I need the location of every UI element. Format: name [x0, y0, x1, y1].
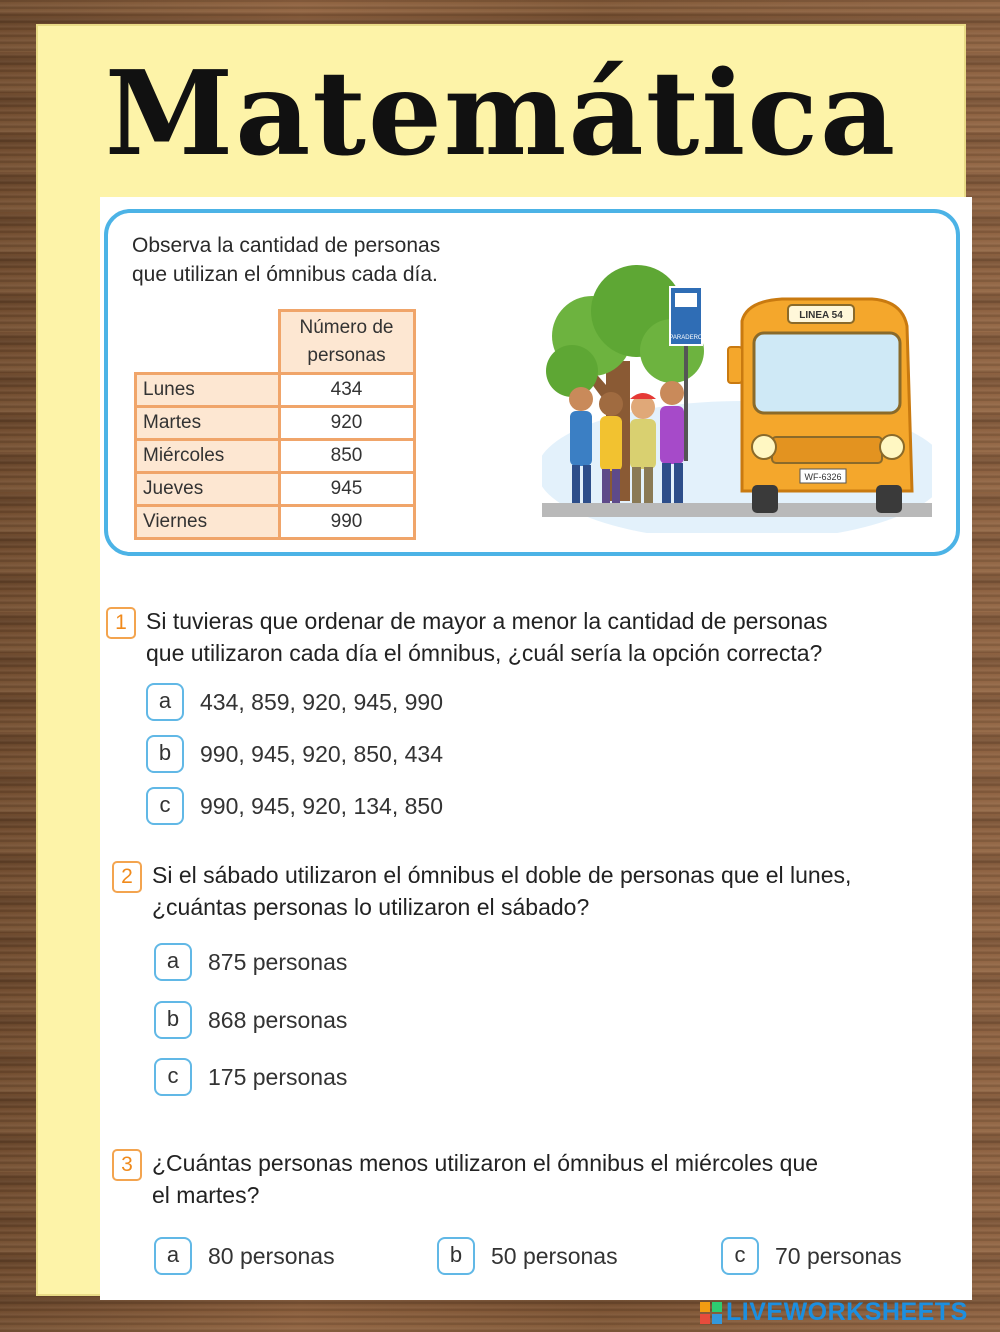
option-text: 70 personas: [775, 1243, 902, 1269]
table-header-line-1: Número de: [299, 317, 394, 338]
intro-line-2: que utilizan el ómnibus cada día.: [132, 263, 438, 286]
option-letter-badge: a: [146, 683, 184, 721]
table-day: Martes: [136, 407, 280, 440]
question-text: [146, 605, 827, 669]
option-letter-badge: b: [146, 735, 184, 773]
road: [542, 503, 932, 517]
question-line-1: Si el sábado utilizaron el ómnibus el doble de personas que el lunes,: [152, 862, 852, 888]
question-line-2: que utilizaron cada día el ómnibus, ¿cuál sería la opción correcta?: [146, 640, 823, 666]
table-value: 920: [279, 407, 414, 440]
answer-option-b[interactable]: [437, 1237, 667, 1275]
answer-option-b[interactable]: [146, 735, 466, 773]
table-value: 990: [279, 506, 414, 539]
table-day: Lunes: [136, 374, 280, 407]
worksheet-content: [100, 197, 972, 1300]
question-text: [152, 1147, 818, 1211]
bus-route-label: LINEA 54: [799, 310, 843, 321]
bus-icon: [728, 299, 912, 513]
option-letter-badge: b: [437, 1237, 475, 1275]
option-letter-badge: c: [721, 1237, 759, 1275]
answer-option-c[interactable]: [154, 1058, 414, 1096]
option-text: 434, 859, 920, 945, 990: [200, 689, 443, 715]
table-value: 434: [279, 374, 414, 407]
table-row: [136, 473, 415, 506]
table-row: [136, 407, 415, 440]
table-day: Viernes: [136, 506, 280, 539]
question-line-2: el martes?: [152, 1182, 260, 1208]
question-3: [112, 1147, 972, 1287]
question-number: 1: [106, 607, 136, 639]
question-1: [106, 605, 966, 835]
table-value: 850: [279, 440, 414, 473]
option-text: 80 personas: [208, 1243, 335, 1269]
option-letter-badge: a: [154, 943, 192, 981]
option-letter-badge: b: [154, 1001, 192, 1039]
stop-sign-label: PARADERO: [669, 335, 703, 341]
table-header: [279, 311, 414, 374]
table-header-row: [136, 311, 415, 374]
option-letter-badge: c: [146, 787, 184, 825]
option-text: 875 personas: [208, 949, 348, 975]
table-day: Miércoles: [136, 440, 280, 473]
table-row: [136, 374, 415, 407]
page-title: Matemática: [104, 46, 898, 182]
option-text: 868 personas: [208, 1007, 348, 1033]
question-text: [152, 859, 851, 923]
passengers-table: [134, 309, 416, 540]
table-day: Jueves: [136, 473, 280, 506]
answer-option-c[interactable]: [721, 1237, 951, 1275]
answer-option-a[interactable]: [154, 1237, 384, 1275]
table-value: 945: [279, 473, 414, 506]
answer-option-b[interactable]: [154, 1001, 414, 1039]
liveworksheets-logo-icon: [700, 1302, 722, 1324]
option-letter-badge: a: [154, 1237, 192, 1275]
intro-line-1: Observa la cantidad de personas: [132, 234, 441, 257]
worksheet-card: [36, 24, 966, 1296]
watermark-text: LIVEWORKSHEETS: [726, 1298, 968, 1326]
question-number: 3: [112, 1149, 142, 1181]
answer-option-a[interactable]: [146, 683, 466, 721]
option-text: 50 personas: [491, 1243, 618, 1269]
option-text: 990, 945, 920, 134, 850: [200, 793, 443, 819]
option-text: 175 personas: [208, 1064, 348, 1090]
question-line-1: ¿Cuántas personas menos utilizaron el ómnibus el miércoles que: [152, 1150, 819, 1176]
table-header-blank: [136, 311, 280, 374]
question-line-2: ¿cuántas personas lo utilizaron el sábado?: [152, 894, 590, 920]
question-number: 2: [112, 861, 142, 893]
bus-stop-illustration: [542, 241, 932, 533]
table-row: [136, 506, 415, 539]
option-letter-badge: c: [154, 1058, 192, 1096]
option-text: 990, 945, 920, 850, 434: [200, 741, 443, 767]
question-line-1: Si tuvieras que ordenar de mayor a menor la cantidad de personas: [146, 608, 828, 634]
intro-text: [132, 231, 532, 289]
table-header-line-2: personas: [307, 345, 386, 366]
answer-option-c[interactable]: [146, 787, 466, 825]
bus-plate-label: WF-6326: [804, 472, 842, 482]
table-row: [136, 440, 415, 473]
question-2: [112, 859, 972, 1109]
answer-option-a[interactable]: [154, 943, 414, 981]
intro-box: [104, 209, 960, 556]
